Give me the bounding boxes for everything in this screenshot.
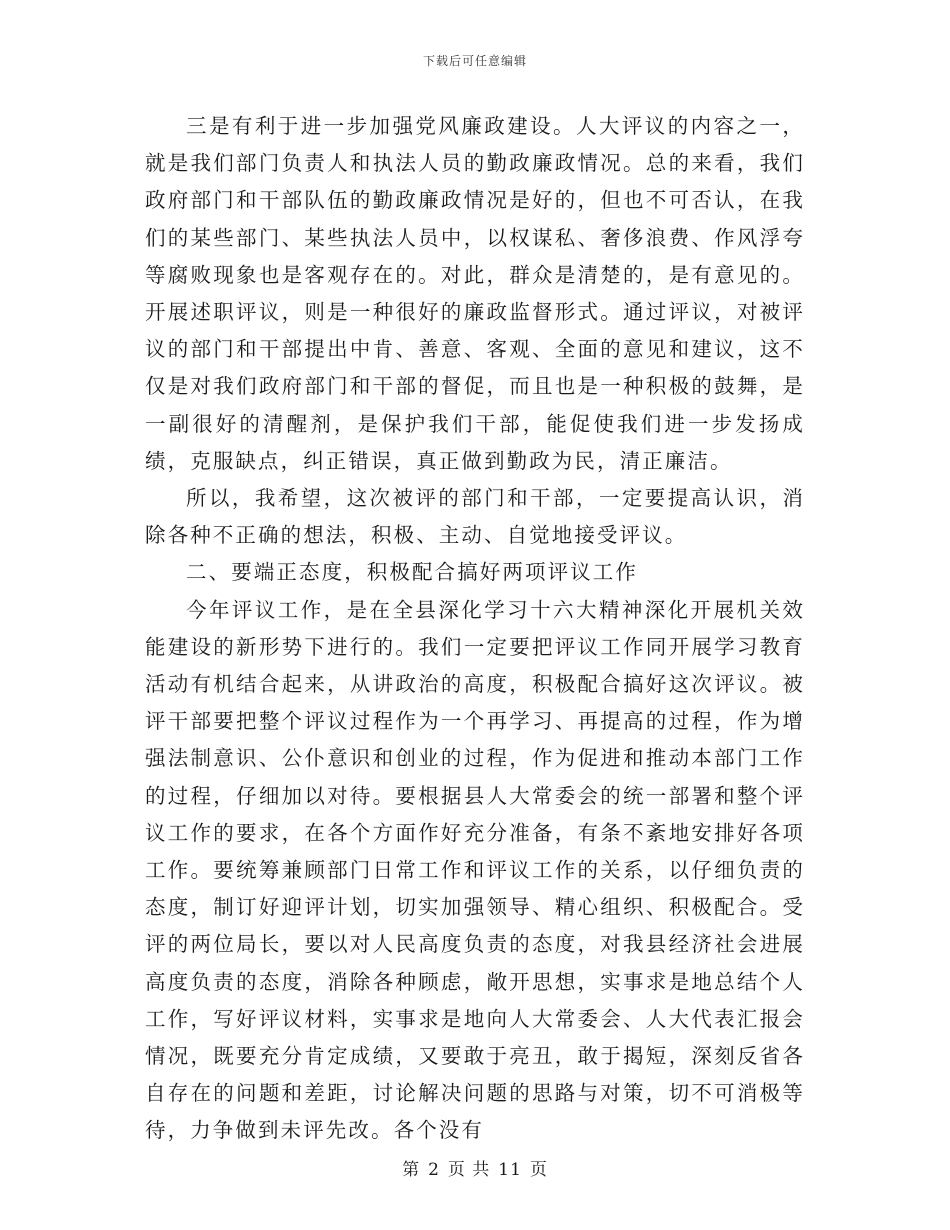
page-footer: [0, 1155, 950, 1180]
paragraph-party-conduct: 三是有利于进一步加强党风廉政建设。人大评议的内容之一，就是我们部门负责人和执法人员的勤政廉政情况。总的来看，我们政府部门和干部队伍的勤政廉政情况是好的，但也不可否认，在我们的某些部门、某些执法人员中，以权谋私、奢侈浪费、作风浮夸等腐败现象也是客观存在的。对此，群众是清楚的，是有意见的。开展述职评议，则是一种很好的廉政监督形式。通过评议，对被评议的部门和干部提出中肯、善意、客观、全面的意见和建议，这不仅是对我们政府部门和干部的督促，而且也是一种积极的鼓舞，是一副很好的清醒剂，是保护我们干部，能促使我们进一步发扬成绩，克服缺点，纠正错误，真正做到勤政为民，清正廉洁。: [145, 114, 805, 473]
footer-page-number: 2: [428, 1160, 440, 1180]
section-heading-attitude: 二、要端正态度，积极配合搞好两项评议工作: [186, 560, 638, 585]
paragraph-evaluation-work: 今年评议工作，是在全县深化学习十六大精神深化开展机关效能建设的新形势下进行的。我们一定要把评议工作同开展学习教育活动有机结合起来，从讲政治的高度，积极配合搞好这次评议。被评干部要把整个评议过程作为一个再学习、再提高的过程，作为增强法制意识、公仆意识和创业的过程，作为促进和推动本部门工作的过程，仔细加以对待。要根据县人大常委会的统一部署和整个评议工作的要求，在各个方面作好充分准备，有条不紊地安排好各项工作。要统筹兼顾部门日常工作和评议工作的关系，以仔细负责的态度，制订好迎评计划，切实加强领导、精心组织、积极配合。受评的两位局长，要以对人民高度负责的态度，对我县经济社会进展高度负责的态度，消除各种顾虑，敞开思想，实事求是地总结个人工作，写好评议材料，实事求是地向人大常委会、人大代表汇报会情况，既要充分肯定成绩，又要敢于亮丑，敢于揭短，深刻反省各自存在的问题和差距，讨论解决问题的思路与对策，切不可消极等待，力争做到未评先改。各个没有: [145, 597, 805, 1143]
footer-mid: 页 共: [447, 1160, 491, 1180]
page-header-note: 下载后可任意编辑: [422, 54, 527, 68]
footer-total-pages: 11: [498, 1160, 522, 1180]
document-body: [145, 108, 805, 1150]
footer-prefix: 第: [402, 1160, 421, 1180]
footer-suffix: 页: [529, 1160, 548, 1180]
paragraph-hope: 所以，我希望，这次被评的部门和干部，一定要提高认识，消除各种不正确的想法，积极、主动、自觉地接受评议。: [145, 486, 805, 548]
